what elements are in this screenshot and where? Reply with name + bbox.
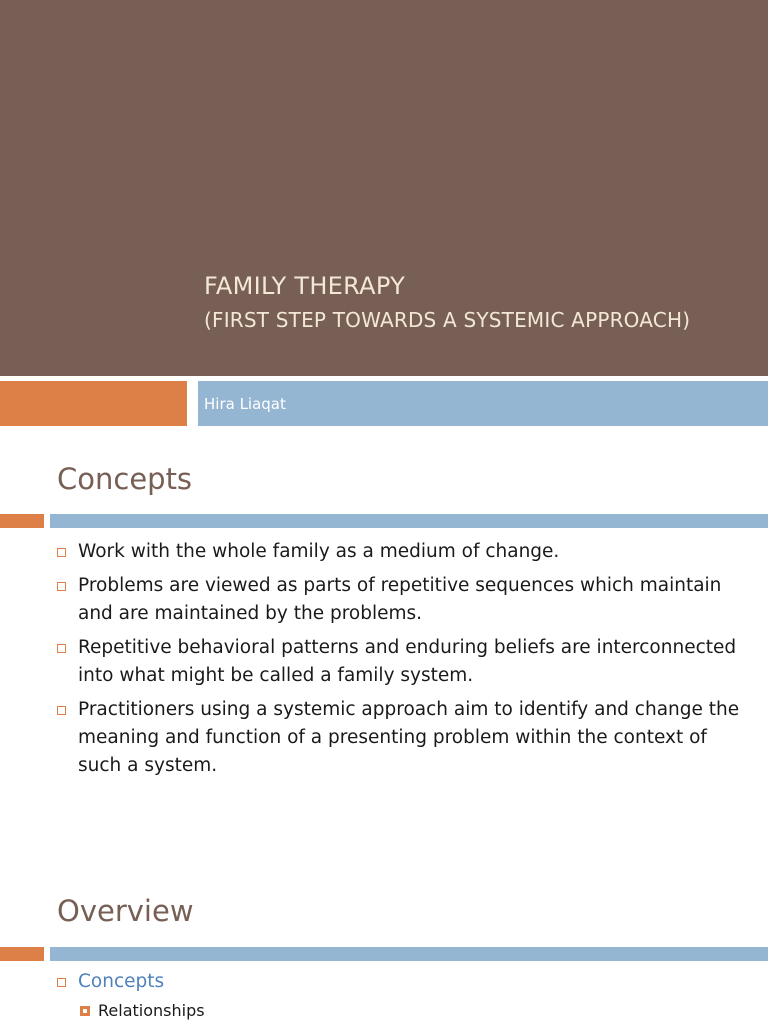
heading-accent-orange — [0, 514, 44, 528]
bullet-item — [57, 538, 747, 566]
author-name: Hira Liaqat — [204, 395, 286, 413]
square-bullet-icon — [57, 548, 66, 557]
bullet-text: Repetitive behavioral patterns and enduring beliefs are interconnected into what might be called a family system. — [78, 637, 737, 686]
bullet-text: Work with the whole family as a medium of change. — [78, 541, 560, 562]
heading-accent-blue — [50, 514, 768, 528]
overview-item-concepts[interactable] — [57, 970, 164, 994]
accent-bar-orange — [0, 381, 187, 426]
concepts-heading: Concepts — [57, 462, 193, 496]
heading-accent-blue — [50, 947, 768, 961]
bullet-item — [57, 634, 747, 690]
square-bullet-icon — [57, 706, 66, 715]
filled-square-bullet-icon — [80, 1006, 90, 1016]
square-bullet-icon — [57, 978, 66, 987]
square-bullet-icon — [57, 644, 66, 653]
title-slide — [0, 0, 768, 428]
overview-heading: Overview — [57, 894, 194, 928]
slide-title: FAMILY THERAPY — [204, 272, 406, 300]
bullet-text: Problems are viewed as parts of repetitive sequences which maintain and are maintained by the problems. — [78, 575, 722, 624]
slide-subtitle: (FIRST STEP TOWARDS A SYSTEMIC APPROACH) — [204, 308, 691, 332]
overview-slide — [0, 858, 768, 1024]
overview-subitem-label: Relationships — [98, 1001, 205, 1020]
bullet-item — [57, 572, 747, 628]
overview-subitem-relationships — [80, 1000, 205, 1022]
square-bullet-icon — [57, 582, 66, 591]
concepts-bullet-list — [57, 538, 747, 786]
overview-item-label: Concepts — [78, 971, 165, 992]
concepts-slide — [0, 428, 768, 858]
bullet-item — [57, 696, 747, 780]
title-background — [0, 0, 768, 376]
heading-accent-orange — [0, 947, 44, 961]
bullet-text: Practitioners using a systemic approach aim to identify and change the meaning and function of a presenting problem within the context of such a system. — [78, 699, 740, 776]
